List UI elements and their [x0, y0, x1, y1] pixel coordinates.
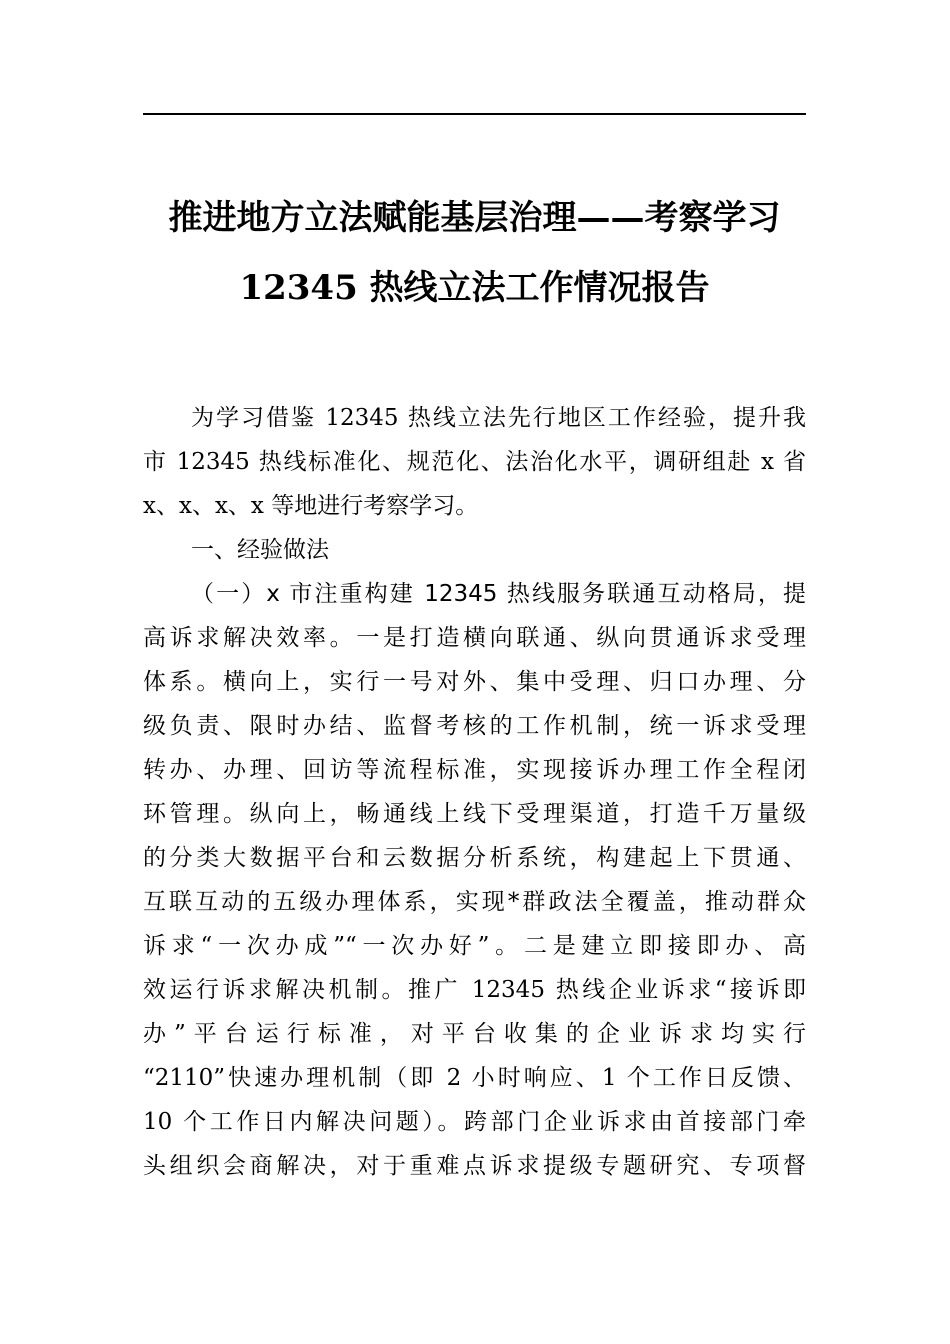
paragraph-line: 诉求“一次办成”“一次办好”。二是建立即接即办、高	[143, 933, 806, 959]
section-1-1-paragraph	[143, 572, 806, 1188]
section-heading: 一、经验做法	[191, 537, 329, 563]
intro-line: 市 12345 热线标准化、规范化、法治化水平，调研组赴 x 省	[143, 449, 806, 475]
paragraph-line: 互联互动的五级办理体系，实现*群政法全覆盖，推动群众	[143, 889, 806, 915]
paragraph-line: 头组织会商解决，对于重难点诉求提级专题研究、专项督	[143, 1153, 806, 1179]
paragraph-line: （一）x 市注重构建 12345 热线服务联通互动格局，提	[191, 581, 806, 607]
paragraph-line: 的分类大数据平台和云数据分析系统，构建起上下贯通、	[143, 845, 806, 871]
intro-line: 为学习借鉴 12345 热线立法先行地区工作经验，提升我	[191, 405, 806, 431]
document-body	[143, 396, 806, 1188]
header-rule	[143, 113, 806, 115]
paragraph-line: 转办、办理、回访等流程标准，实现接诉办理工作全程闭	[143, 757, 806, 783]
paragraph-line: 体系。横向上，实行一号对外、集中受理、归口办理、分	[143, 669, 806, 695]
paragraph-line: 高诉求解决效率。一是打造横向联通、纵向贯通诉求受理	[143, 625, 806, 651]
paragraph-line: 办”平台运行标准，对平台收集的企业诉求均实行	[143, 1021, 806, 1047]
paragraph-line: 级负责、限时办结、监督考核的工作机制，统一诉求受理	[143, 713, 806, 739]
paragraph-line: 10 个工作日内解决问题）。跨部门企业诉求由首接部门牵	[143, 1109, 806, 1135]
document-title-line-1: 推进地方立法赋能基层治理——考察学习	[168, 198, 781, 238]
paragraph-line: 效运行诉求解决机制。推广 12345 热线企业诉求“接诉即	[143, 977, 806, 1003]
document-title-line-2: 12345 热线立法工作情况报告	[239, 268, 710, 308]
paragraph-line: “2110”快速办理机制（即 2 小时响应、1 个工作日反馈、	[143, 1065, 806, 1091]
intro-line: x、x、x、x 等地进行考察学习。	[143, 493, 479, 519]
intro-paragraph	[143, 396, 806, 528]
paragraph-line: 环管理。纵向上，畅通线上线下受理渠道，打造千万量级	[143, 801, 806, 827]
